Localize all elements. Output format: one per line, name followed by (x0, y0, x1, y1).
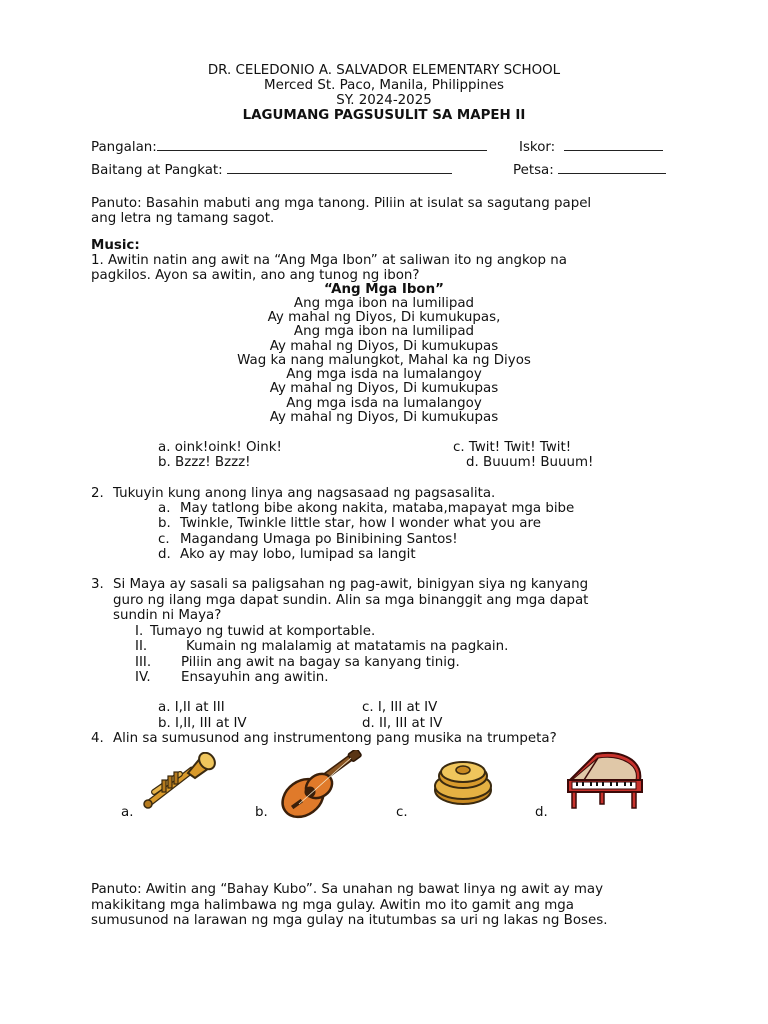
q4-label-c[interactable]: c. (396, 805, 408, 820)
lyric-line: Wag ka nang malungkot, Mahal ka ng Diyos (237, 353, 531, 368)
school-year: SY. 2024-2025 (336, 93, 432, 108)
score-label: Iskor: (519, 140, 556, 155)
school-name: DR. CELEDONIO A. SALVADOR ELEMENTARY SCHOOL (207, 63, 561, 78)
roman-numeral: I. (135, 624, 144, 639)
lyric-line: Ay mahal ng Diyos, Di kumukupas (269, 410, 499, 425)
lyric-line: Ang mga isda na lumalangoy (286, 367, 482, 382)
choice-letter: b. (158, 516, 171, 531)
q3-line-1: Si Maya ay sasali sa paligsahan ng pag-awit, binigyan siya ng kanyang (113, 577, 589, 592)
q1-choice-b[interactable]: b. Bzzz! Bzzz! (158, 455, 251, 470)
lyric-line: Ang mga ibon na lumilipad (293, 296, 475, 311)
instructions-line-1: Panuto: Basahin mabuti ang mga tanong. Piliin at isulat sa sagutang papel (91, 196, 592, 211)
cymbals-icon[interactable] (432, 758, 494, 808)
q4-number: 4. (91, 731, 104, 746)
date-blank[interactable] (558, 161, 666, 174)
roman-numeral: III. (135, 655, 152, 670)
q4-label-d[interactable]: d. (535, 805, 548, 820)
choice-text: Ako ay may lobo, lumipad sa langit (180, 547, 416, 562)
q3-number: 3. (91, 577, 104, 592)
choice-letter: c. (158, 532, 170, 547)
q1-choice-d[interactable]: d. Buuum! Buuum! (466, 455, 594, 470)
q1-line-1: 1. Awitin natin ang awit na “Ang Mga Ibon” at saliwan ito ng angkop na (91, 253, 567, 268)
instructions2-line-1: Panuto: Awitin ang “Bahay Kubo”. Sa unahan ng bawat linya ng awit ay may (91, 882, 604, 897)
item-text: Kumain ng malalamig at matatamis na pagkain. (186, 639, 509, 654)
q4-stem: Alin sa sumusunod ang instrumentong pang musika na trumpeta? (113, 731, 557, 746)
item-text: Tumayo ng tuwid at komportable. (150, 624, 376, 639)
instructions2-line-2: makikitang mga halimbawa ng mga gulay. Awitin mo ito gamit ang mga (91, 898, 574, 913)
q2-number: 2. (91, 486, 104, 501)
song-title: “Ang Mga Ibon” (324, 282, 444, 297)
q2-choice-a[interactable] (158, 501, 575, 517)
q3-choice-d[interactable]: d. II, III at IV (362, 716, 443, 731)
name-blank[interactable] (157, 138, 487, 151)
choice-letter: d. (158, 547, 171, 562)
instructions-line-2: ang letra ng tamang sagot. (91, 211, 275, 226)
q3-choice-c[interactable]: c. I, III at IV (362, 700, 438, 715)
guitar-icon[interactable] (277, 750, 363, 820)
date-label: Petsa: (513, 163, 554, 178)
exam-title: LAGUMANG PAGSUSULIT SA MAPEH II (242, 108, 526, 123)
q3-choice-a[interactable]: a. I,II at III (158, 700, 225, 715)
roman-numeral: IV. (135, 670, 151, 685)
q1-line-2: pagkilos. Ayon sa awitin, ano ang tunog ng ibon? (91, 268, 420, 283)
q3-item (135, 655, 460, 671)
lyric-line: Ay mahal ng Diyos, Di kumukupas (269, 339, 499, 354)
q2-stem: Tukuyin kung anong linya ang nagsasaad ng pagsasalita. (113, 486, 496, 501)
score-blank[interactable] (564, 138, 663, 151)
lyric-line: Ay mahal ng Diyos, Di kumukupas, (267, 310, 501, 325)
q3-choice-b[interactable]: b. I,II, III at IV (158, 716, 247, 731)
q1-choice-c[interactable]: c. Twit! Twit! Twit! (453, 440, 572, 455)
piano-icon[interactable] (566, 750, 644, 812)
music-heading: Music: (91, 238, 140, 253)
lyric-line: Ang mga ibon na lumilipad (293, 324, 475, 339)
grade-blank[interactable] (227, 161, 452, 174)
choice-text: Magandang Umaga po Binibining Santos! (180, 532, 458, 547)
name-label: Pangalan: (91, 140, 157, 155)
q4-label-b[interactable]: b. (255, 805, 268, 820)
instructions2-line-3: sumusunod na larawan ng mga gulay na itutumbas sa uri ng lakas ng Boses. (91, 913, 608, 928)
item-text: Ensayuhin ang awitin. (181, 670, 329, 685)
q3-item (135, 624, 376, 640)
q2-choice-b[interactable] (158, 516, 541, 532)
q3-line-2: guro ng ilang mga dapat sundin. Alin sa mga binanggit ang mga dapat (113, 593, 589, 608)
q2-choice-c[interactable] (158, 532, 458, 548)
choice-letter: a. (158, 501, 171, 516)
trumpet-icon[interactable] (140, 752, 216, 814)
score-field (519, 138, 663, 156)
q1-choice-a[interactable]: a. oink!oink! Oink! (158, 440, 282, 455)
q4-label-a[interactable]: a. (121, 805, 134, 820)
lyric-line: Ay mahal ng Diyos, Di kumukupas (269, 381, 499, 396)
q2-choice-d[interactable] (158, 547, 416, 563)
q3-item (135, 670, 329, 686)
choice-text: Twinkle, Twinkle little star, how I wonder what you are (180, 516, 541, 531)
q3-item (135, 639, 509, 655)
name-field (91, 138, 487, 156)
school-address: Merced St. Paco, Manila, Philippines (264, 78, 504, 93)
q3-line-3: sundin ni Maya? (113, 608, 222, 623)
date-field (513, 161, 666, 179)
item-text: Piliin ang awit na bagay sa kanyang tinig. (181, 655, 460, 670)
lyric-line: Ang mga isda na lumalangoy (286, 396, 482, 411)
roman-numeral: II. (135, 639, 148, 654)
grade-field (91, 161, 452, 179)
grade-label: Baitang at Pangkat: (91, 163, 223, 178)
choice-text: May tatlong bibe akong nakita, mataba,mapayat mga bibe (180, 501, 575, 516)
